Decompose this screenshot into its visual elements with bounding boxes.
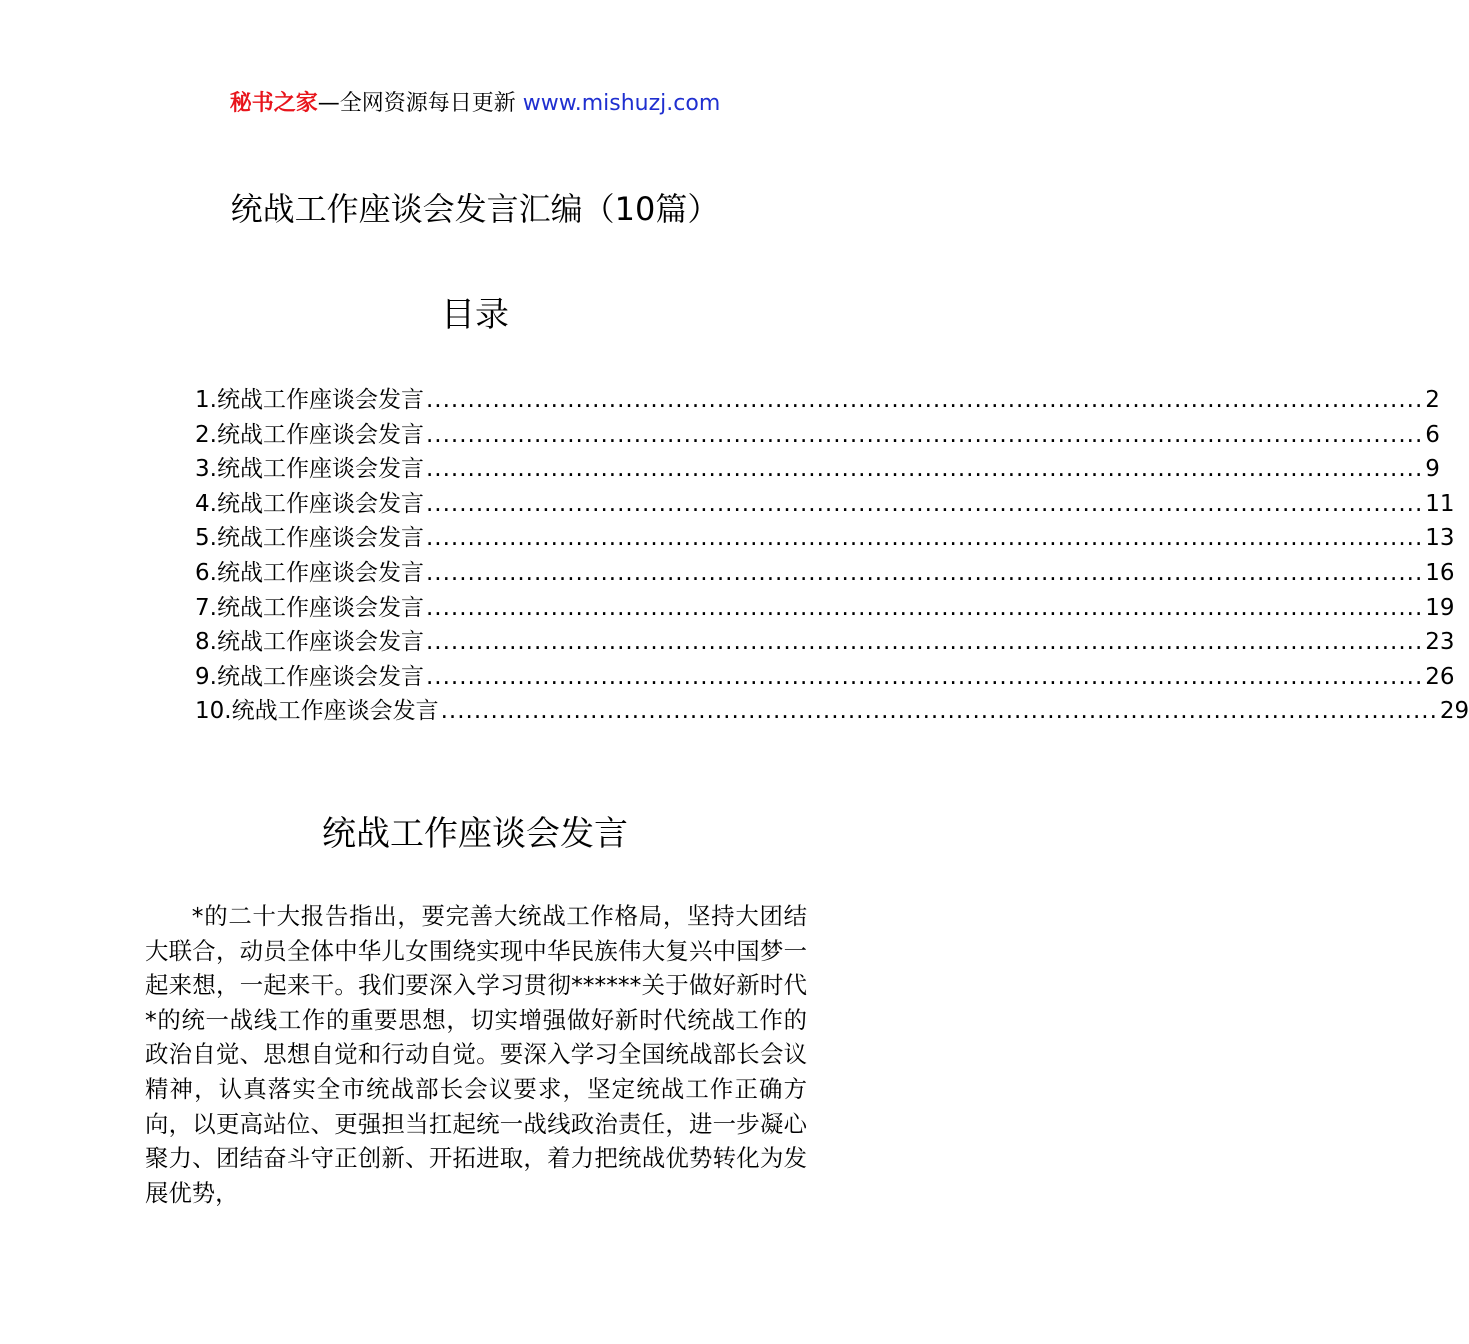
toc-entry[interactable] (195, 694, 1469, 729)
toc-entry[interactable] (195, 452, 1440, 487)
site-header (0, 88, 950, 120)
toc-dot-leader: ........................................................................................................................ (425, 456, 1424, 483)
toc-entry-label: 5.统战工作座谈会发言 (195, 525, 424, 552)
toc-dot-leader: ........................................................................................................................ (425, 387, 1424, 413)
toc-entry[interactable] (195, 591, 1455, 626)
toc-dot-leader: ........................................................................................................................ (425, 421, 1424, 448)
toc-dot-leader: ........................................................................................................................ (425, 525, 1424, 552)
toc-entry-page: 29 (1439, 698, 1469, 725)
table-of-contents (195, 383, 1469, 729)
toc-entry[interactable] (195, 625, 1455, 660)
toc-entry-page: 23 (1425, 629, 1455, 656)
toc-entry[interactable] (195, 521, 1455, 556)
toc-entry-page: 16 (1425, 559, 1455, 586)
toc-dot-leader: ........................................................................................................................ (425, 663, 1424, 690)
toc-dot-leader: ........................................................................................................................ (425, 594, 1424, 621)
toc-entry-page: 26 (1425, 663, 1455, 690)
toc-entry[interactable] (195, 383, 1440, 418)
toc-entry-label: 4.统战工作座谈会发言 (195, 490, 424, 517)
toc-entry-label: 2.统战工作座谈会发言 (195, 421, 424, 448)
toc-entry[interactable] (195, 660, 1455, 695)
toc-entry-page: 2 (1425, 387, 1440, 413)
toc-entry-page: 9 (1425, 456, 1440, 483)
site-url-link[interactable]: www.mishuzj.com (522, 91, 721, 116)
toc-heading: 目录 (441, 295, 509, 335)
toc-entry-label: 6.统战工作座谈会发言 (195, 559, 424, 586)
toc-entry-page: 6 (1425, 421, 1440, 448)
toc-entry-label: 7.统战工作座谈会发言 (195, 594, 424, 621)
document-title: 统战工作座谈会发言汇编（10篇） (230, 190, 720, 228)
toc-entry-page: 11 (1425, 490, 1455, 517)
toc-entry-label: 1.统战工作座谈会发言 (195, 387, 424, 413)
toc-entry[interactable] (195, 556, 1455, 591)
toc-entry[interactable] (195, 487, 1455, 522)
toc-entry-page: 13 (1425, 525, 1455, 552)
toc-dot-leader: ........................................................................................................................ (440, 698, 1438, 725)
toc-entry-label: 3.统战工作座谈会发言 (195, 456, 424, 483)
site-tagline: —全网资源每日更新 (317, 91, 523, 116)
toc-entry[interactable] (195, 418, 1440, 453)
toc-entry-page: 19 (1425, 594, 1455, 621)
site-brand: 秘书之家 (229, 91, 318, 116)
toc-entry-label: 10.统战工作座谈会发言 (195, 698, 439, 725)
section-title: 统战工作座谈会发言 (322, 814, 628, 854)
toc-dot-leader: ........................................................................................................................ (425, 629, 1424, 656)
body-paragraph: *的二十大报告指出，要完善大统战工作格局，坚持大团结大联合，动员全体中华儿女围绕实现中华民族伟大复兴中国梦一起来想，一起来干。我们要深入学习贯彻******关于做好新时代*的统一战线工作的重要思想，切实增强做好新时代统战工作的政治自觉、思想自觉和行动自觉。要深入学习全国统战部长会议精神，认真落实全市统战部长会议要求，坚定统战工作正确方向，以更高站位、更强担当扛起统一战线政治责任，进一步凝心聚力、团结奋斗守正创新、开拓进取，着力把统战优势转化为发展优势， (145, 902, 807, 1207)
toc-dot-leader: ........................................................................................................................ (425, 490, 1424, 517)
toc-dot-leader: ........................................................................................................................ (425, 559, 1424, 586)
toc-entry-label: 8.统战工作座谈会发言 (195, 629, 424, 656)
toc-entry-label: 9.统战工作座谈会发言 (195, 663, 424, 690)
